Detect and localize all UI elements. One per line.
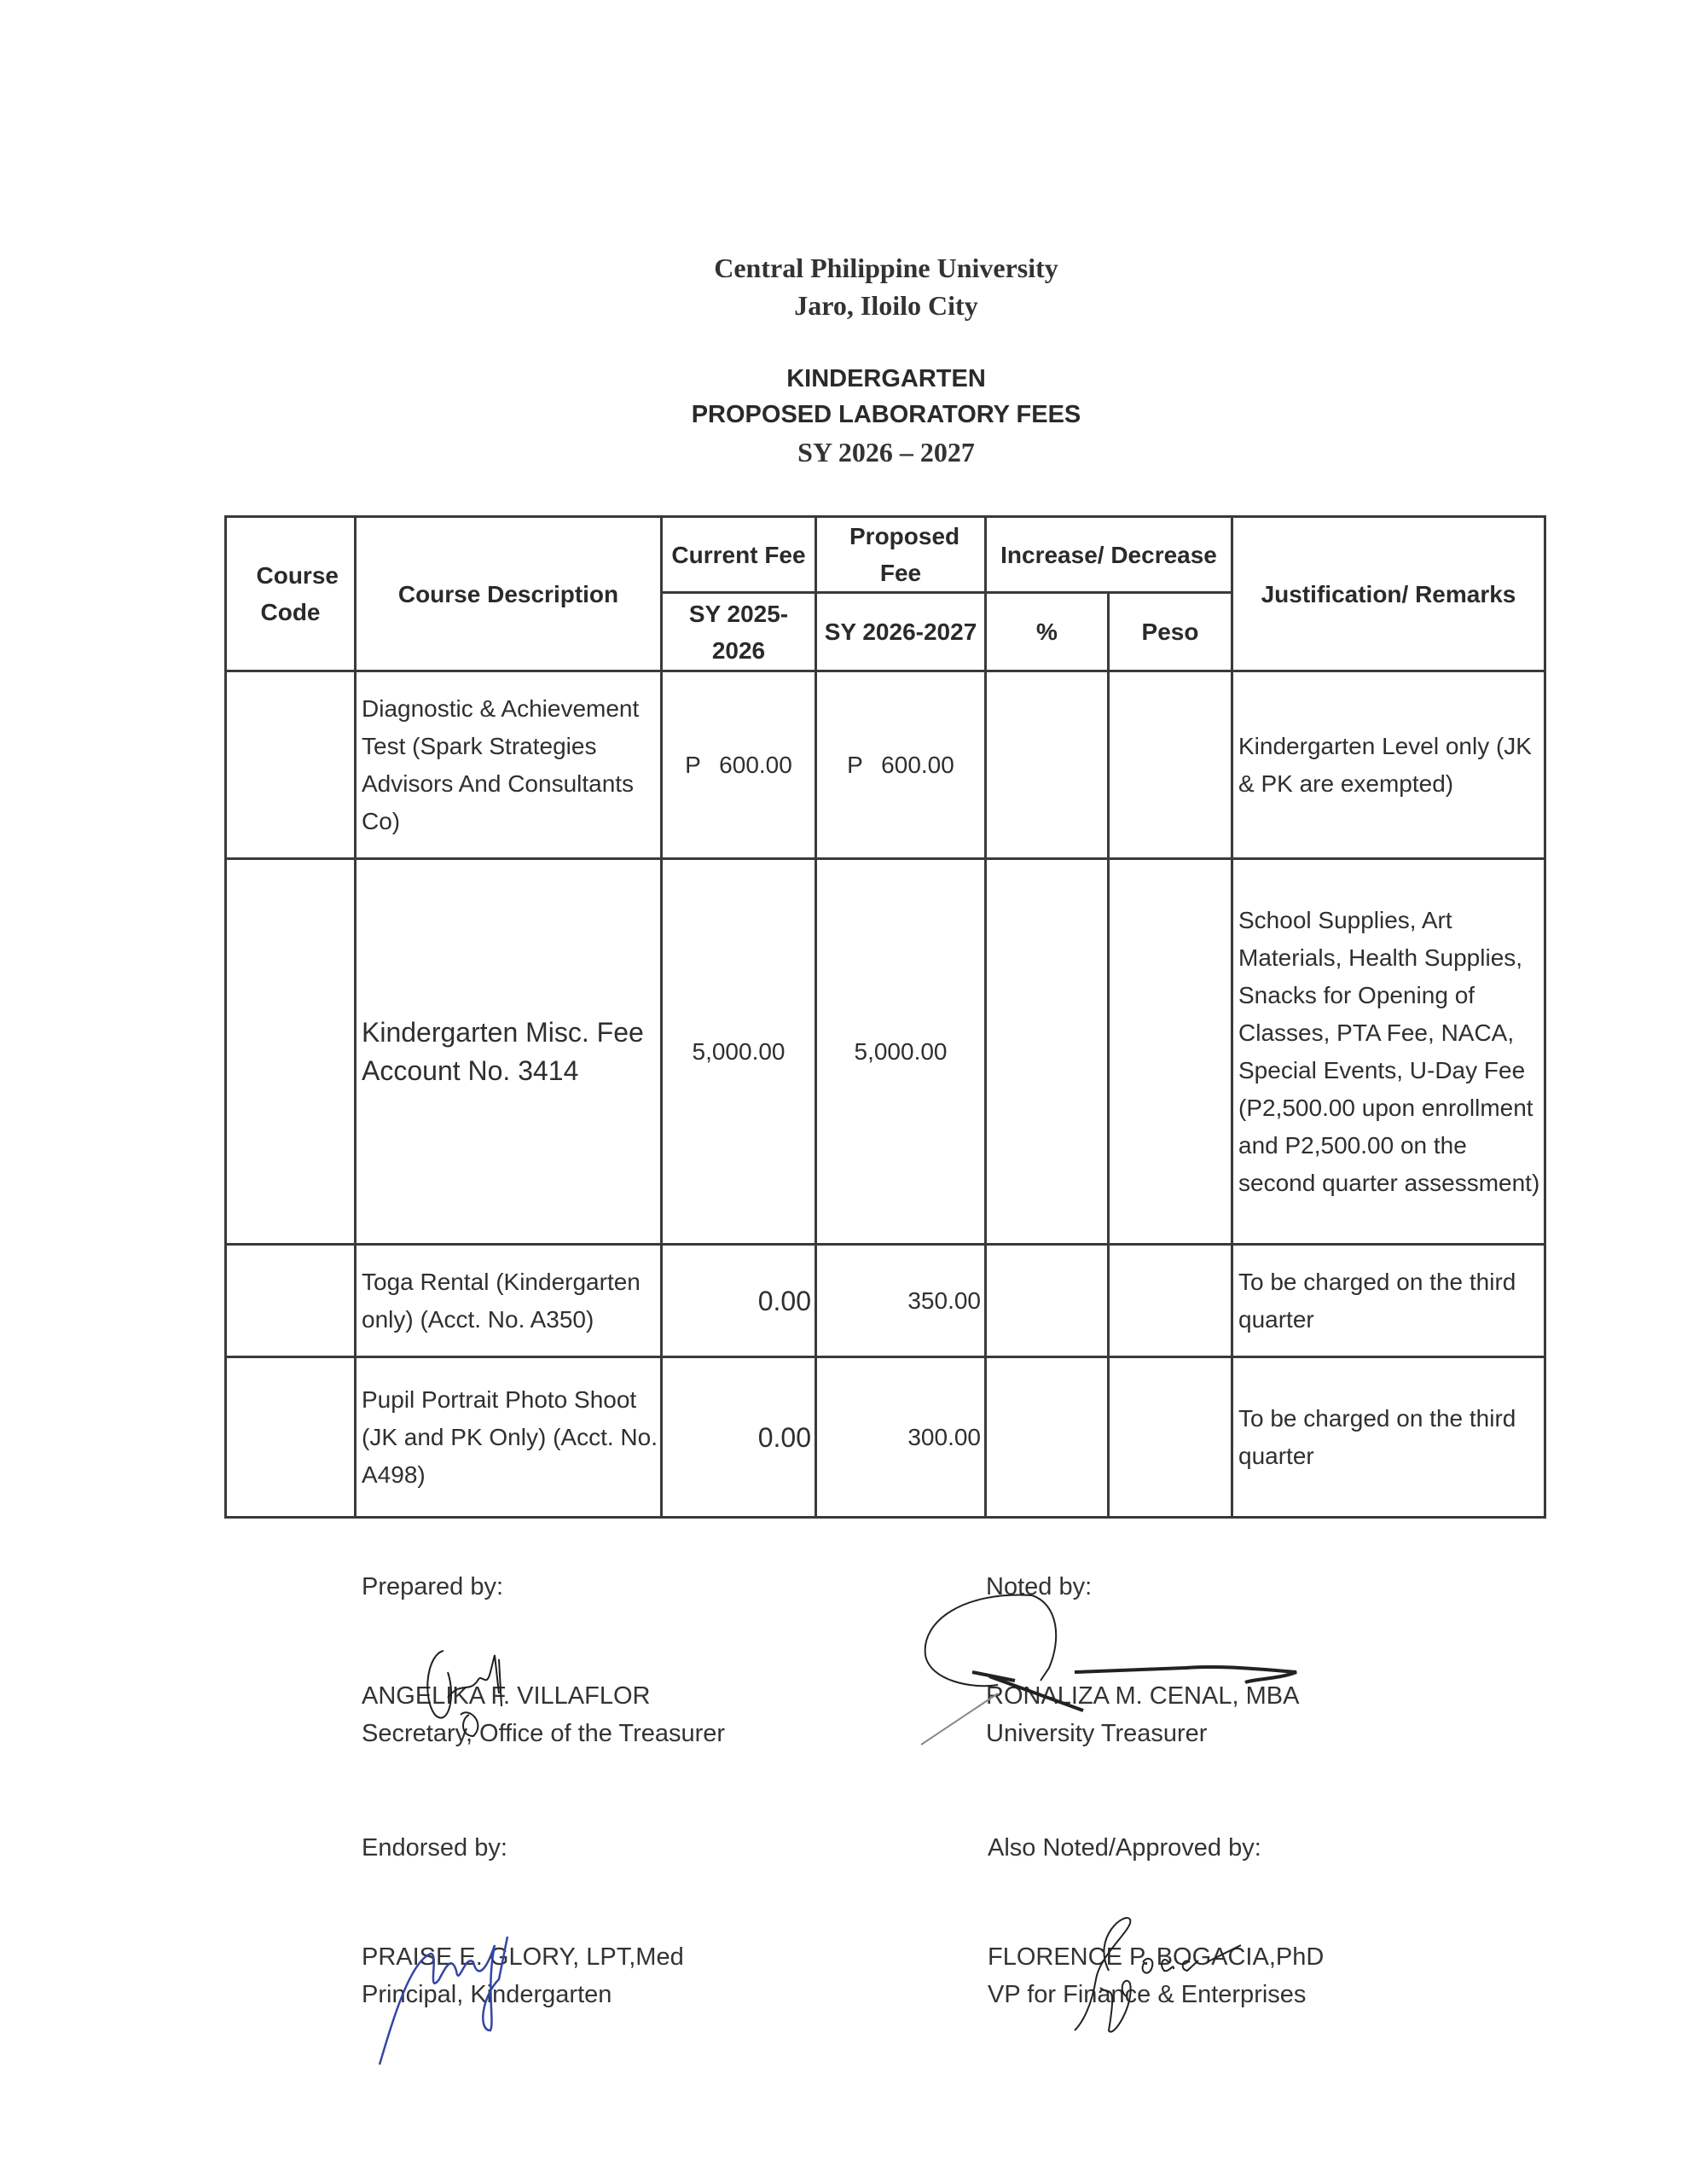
proposed-fee-cell: 5,000.00 (816, 859, 986, 1245)
table-row (226, 859, 1545, 1245)
course-code-cell (226, 1357, 356, 1518)
percent-cell (986, 1245, 1109, 1357)
proposed-fee-cell (816, 671, 986, 859)
percent-cell (986, 1357, 1109, 1518)
approved-by-label: Also Noted/Approved by: (988, 1834, 1261, 1862)
header-current-fee: Current Fee (662, 517, 816, 593)
header-proposed-fee: Proposed Fee (816, 517, 986, 593)
peso-cell (1109, 671, 1232, 859)
header-current-fee-sy: SY 2025-2026 (662, 593, 816, 671)
institution-location: Jaro, Iloilo City (794, 290, 978, 321)
header-course-description: Course Description (356, 517, 662, 671)
noted-by-label: Noted by: (986, 1573, 1093, 1600)
peso-cell (1109, 1245, 1232, 1357)
header-course-code: Course Code (226, 517, 356, 671)
course-description-cell: Toga Rental (Kindergarten only) (Acct. No. A350) (356, 1245, 662, 1357)
noted-by-title: University Treasurer (986, 1720, 1208, 1747)
peso-cell (1109, 859, 1232, 1245)
endorsed-by-name: PRAISE E. GLORY, LPT,Med (362, 1943, 684, 1971)
school-year: SY 2026 – 2027 (797, 437, 975, 468)
header-percent: % (986, 593, 1109, 671)
current-fee-cell (662, 671, 816, 859)
proposed-fee-value: 600.00 (881, 751, 954, 778)
current-fee-cell: 5,000.00 (662, 859, 816, 1245)
prepared-by-name: ANGELIKA F. VILLAFLOR (362, 1682, 651, 1710)
prepared-by-block (362, 1568, 725, 1752)
table-header-row (226, 517, 1545, 593)
remarks-cell: To be charged on the third quarter (1232, 1245, 1545, 1357)
current-fee-cell: 0.00 (662, 1245, 816, 1357)
header-remarks: Justification/ Remarks (1232, 517, 1545, 671)
department-title: KINDERGARTEN (786, 365, 986, 392)
course-description-cell: Pupil Portrait Photo Shoot (JK and PK Only) (Acct. No. A498) (356, 1357, 662, 1518)
remarks-cell: Kindergarten Level only (JK & PK are exempted) (1232, 671, 1545, 859)
peso-prefix: P (847, 751, 863, 778)
course-description-cell: Diagnostic & Achievement Test (Spark Strategies Advisors And Consultants Co) (356, 671, 662, 859)
course-description-cell: Kindergarten Misc. Fee Account No. 3414 (356, 859, 662, 1245)
table-row (226, 1245, 1545, 1357)
approved-by-name: FLORENCE P. BOGACIA,PhD (988, 1943, 1325, 1971)
endorsed-by-block (362, 1829, 684, 2013)
document-title: PROPOSED LABORATORY FEES (691, 401, 1081, 428)
endorsed-by-label: Endorsed by: (362, 1834, 507, 1862)
course-code-cell (226, 671, 356, 859)
institution-name: Central Philippine University (714, 253, 1058, 283)
remarks-cell: School Supplies, Art Materials, Health Supplies, Snacks for Opening of Classes, PTA Fee, NACA, Special Events, U-Day Fee (P2,500.00 upon enrollment and P2,500.00 on the second quarter assessment) (1232, 859, 1545, 1245)
endorsed-by-title: Principal, Kindergarten (362, 1981, 612, 2008)
current-fee-value: 600.00 (719, 751, 792, 778)
table-row (226, 1357, 1545, 1518)
header-increase-decrease: Increase/ Decrease (986, 517, 1232, 593)
fees-table (224, 515, 1546, 1519)
noted-by-name: RONALIZA M. CENAL, MBA (986, 1682, 1300, 1710)
percent-cell (986, 671, 1109, 859)
remarks-cell: To be charged on the third quarter (1232, 1357, 1545, 1518)
peso-cell (1109, 1357, 1232, 1518)
approved-by-block (988, 1829, 1324, 2013)
proposed-fee-cell: 350.00 (816, 1245, 986, 1357)
course-code-cell (226, 859, 356, 1245)
prepared-by-label: Prepared by: (362, 1573, 504, 1600)
table-row (226, 671, 1545, 859)
course-code-cell (226, 1245, 356, 1357)
header-peso: Peso (1109, 593, 1232, 671)
prepared-by-title: Secretary, Office of the Treasurer (362, 1720, 726, 1747)
header-proposed-fee-sy: SY 2026-2027 (816, 593, 986, 671)
proposed-fee-cell: 300.00 (816, 1357, 986, 1518)
current-fee-cell: 0.00 (662, 1357, 816, 1518)
percent-cell (986, 859, 1109, 1245)
noted-by-block (986, 1568, 1299, 1752)
peso-prefix: P (685, 751, 701, 778)
approved-by-title: VP for Finance & Enterprises (988, 1981, 1307, 2008)
